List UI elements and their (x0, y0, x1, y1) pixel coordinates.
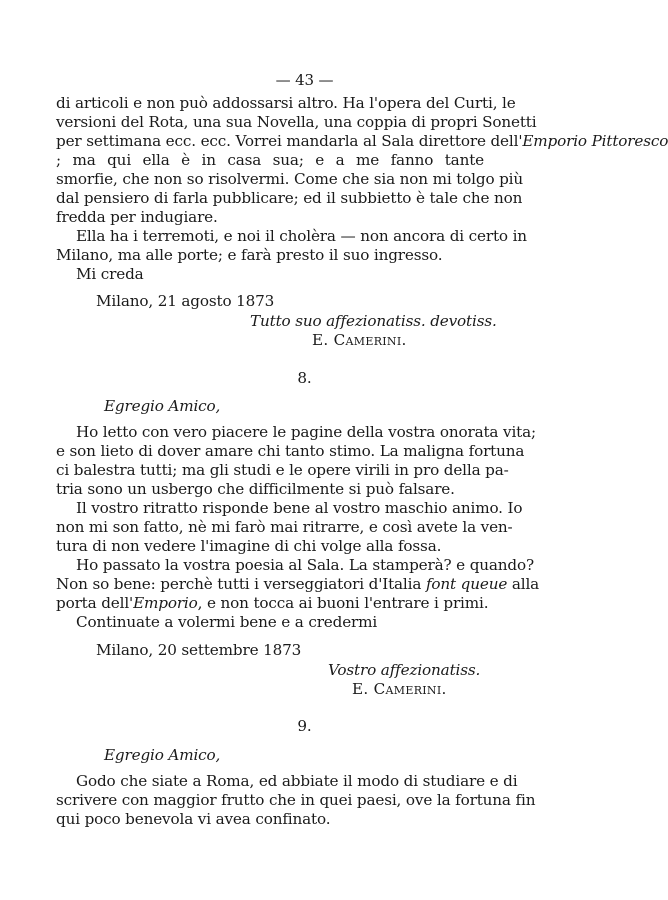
text-line: Ella ha i terremoti, e noi il cholèra — non ancora di certo in (76, 227, 527, 245)
text-run: alla (507, 575, 540, 593)
text-line: ci balestra tutti; ma gli studi e le opere virili in pro della pa- (56, 461, 509, 479)
text-line: e son lieto di dover amare chi tanto stimo. La maligna fortuna (56, 442, 525, 460)
text-run: Non so bene: perchè tutti i verseggiatori d'Italia (56, 575, 426, 593)
french-phrase: font queue (425, 575, 508, 593)
text-line (56, 575, 540, 594)
text-run: , e non tocca ai buoni l'entrare i primi. (197, 594, 489, 612)
journal-title: Emporio (133, 594, 198, 612)
text-line: dal pensiero di farla pubblicare; ed il subbietto è tale che non (56, 189, 523, 207)
page-number: — 43 — (275, 71, 334, 89)
letter-salutation: Egregio Amico, (104, 397, 221, 415)
text-line: non mi son fatto, nè mi farò mai ritrarre, e così avete la ven- (56, 518, 513, 536)
text-line: tura di non vedere l'imagine di chi volge alla fossa. (56, 537, 442, 555)
text-line: Il vostro ritratto risponde bene al vostro maschio animo. Io (76, 499, 523, 517)
text-line: smorfie, che non so risolvermi. Come che sia non mi tolgo più (56, 170, 524, 188)
text-line: Godo che siate a Roma, ed abbiate il modo di studiare e di (76, 772, 518, 790)
text-line: tria sono un usbergo che difficilmente si può falsare. (56, 480, 455, 498)
text-line: versioni del Rota, una sua Novella, una coppia di propri Sonetti (56, 113, 537, 131)
text-line: qui poco benevola vi avea confinato. (56, 810, 331, 828)
text-line: di articoli e non può addossarsi altro. Ha l'opera del Curti, le (56, 94, 516, 112)
journal-title: Emporio Pittoresco (522, 132, 668, 150)
signature-formula: Vostro affezionatiss. (328, 661, 481, 679)
letter-date: Milano, 21 agosto 1873 (96, 292, 275, 310)
text-line: fredda per indugiare. (56, 208, 218, 226)
text-run: per settimana ecc. ecc. Vorrei mandarla al Sala direttore dell' (56, 132, 523, 150)
text-run: porta dell' (56, 594, 134, 612)
letter-number: 9. (297, 717, 312, 735)
letter-date: Milano, 20 settembre 1873 (96, 641, 302, 659)
letter-number: 8. (297, 369, 312, 387)
text-run: ; ma qui ella è in casa sua; e a me fanno tante (56, 151, 484, 169)
signature: E. Camerini. (352, 680, 447, 698)
text-line: Ho passato la vostra poesia al Sala. La stamperà? e quando? (76, 556, 534, 574)
signature: E. Camerini. (312, 331, 407, 349)
signature-formula: Tutto suo affezionatiss. devotiss. (250, 312, 497, 330)
text-line (56, 594, 488, 613)
text-line: scrivere con maggior frutto che in quei paesi, ove la fortuna fin (56, 791, 536, 809)
text-line (56, 151, 484, 170)
text-line (56, 132, 668, 151)
letter-closing: Continuate a volermi bene e a credermi (76, 613, 378, 631)
letter-closing: Mi creda (76, 265, 144, 283)
letter-salutation: Egregio Amico, (104, 746, 221, 764)
text-line: Ho letto con vero piacere le pagine della vostra onorata vita; (76, 423, 536, 441)
text-line: Milano, ma alle porte; e farà presto il suo ingresso. (56, 246, 443, 264)
